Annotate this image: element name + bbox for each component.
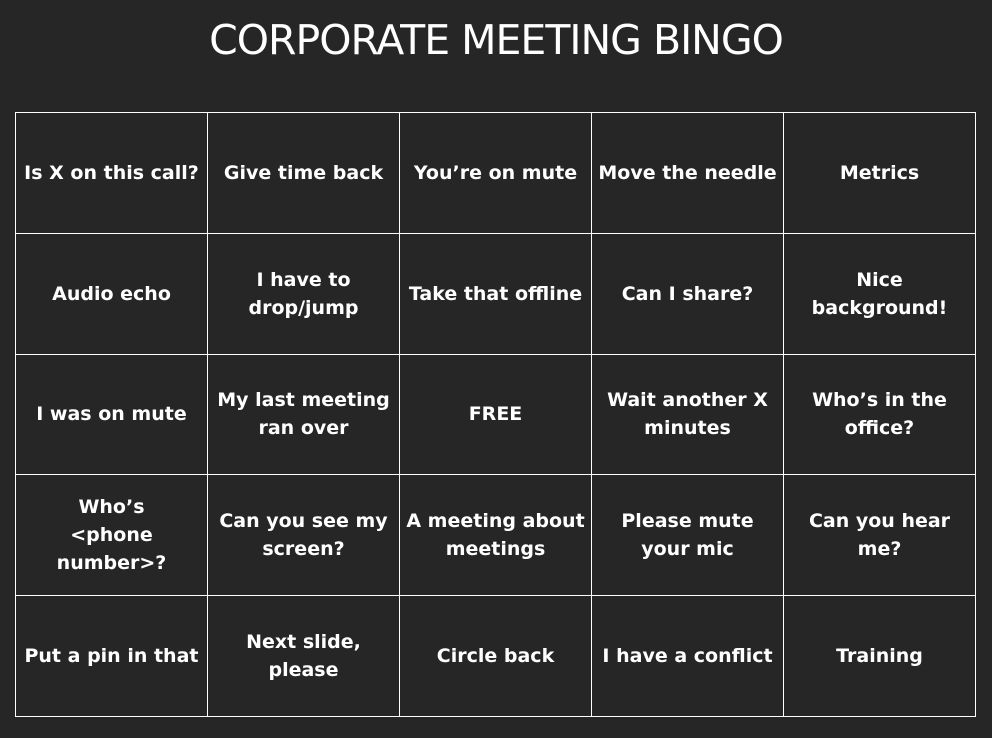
bingo-cell[interactable]: [208, 475, 400, 596]
bingo-cell-label: Move the needle: [598, 161, 777, 184]
bingo-cell-label: I have to drop/jump: [248, 268, 359, 319]
bingo-cell[interactable]: [400, 113, 592, 234]
bingo-cell-label: My last meeting ran over: [217, 389, 390, 440]
bingo-cell-label: I was on mute: [36, 403, 187, 426]
bingo-cell-label: Can you see my screen?: [219, 510, 388, 561]
bingo-cell[interactable]: [208, 234, 400, 355]
bingo-cell-label: Is X on this call?: [24, 161, 199, 184]
bingo-cell[interactable]: [16, 596, 208, 717]
bingo-cell[interactable]: [592, 234, 784, 355]
bingo-cell-label: Who’s in the office?: [812, 389, 947, 440]
bingo-cell[interactable]: [16, 475, 208, 596]
bingo-cell[interactable]: [16, 234, 208, 355]
bingo-cell[interactable]: [592, 596, 784, 717]
bingo-cell-label: Circle back: [436, 645, 555, 668]
bingo-cell-label: Wait another X minutes: [607, 389, 768, 440]
free-space-cell[interactable]: [400, 355, 592, 476]
bingo-cell-label: Please mute your mic: [621, 510, 754, 561]
bingo-cell-label: You’re on mute: [413, 161, 578, 184]
bingo-cell[interactable]: [784, 596, 976, 717]
bingo-cell[interactable]: [784, 475, 976, 596]
bingo-cell-label: A meeting about meetings: [406, 510, 585, 561]
page-title: CORPORATE MEETING BINGO: [209, 16, 783, 64]
bingo-cell[interactable]: [16, 113, 208, 234]
bingo-cell[interactable]: [400, 596, 592, 717]
bingo-cell[interactable]: [592, 355, 784, 476]
bingo-cell-label: Give time back: [223, 161, 384, 184]
bingo-cell-label: Who’s <phone number>?: [56, 496, 167, 575]
bingo-cell-label: Nice background!: [811, 268, 948, 319]
bingo-cell[interactable]: [784, 113, 976, 234]
bingo-cell-label: I have a conflict: [602, 645, 773, 668]
bingo-cell[interactable]: [16, 355, 208, 476]
bingo-cell[interactable]: [400, 475, 592, 596]
bingo-cell[interactable]: [784, 355, 976, 476]
bingo-cell[interactable]: [400, 234, 592, 355]
bingo-cell-label: Take that offline: [408, 282, 583, 305]
bingo-cell-label: Put a pin in that: [24, 645, 199, 668]
bingo-cell-label: Metrics: [839, 161, 920, 184]
bingo-cell[interactable]: [208, 596, 400, 717]
bingo-board: [15, 112, 976, 717]
bingo-cell[interactable]: [592, 113, 784, 234]
bingo-cell-label: Can I share?: [621, 282, 754, 305]
bingo-cell[interactable]: [208, 355, 400, 476]
bingo-cell[interactable]: [784, 234, 976, 355]
free-space-label: FREE: [468, 403, 523, 426]
bingo-cell-label: Training: [836, 645, 923, 668]
bingo-cell-label: Audio echo: [52, 282, 171, 305]
bingo-cell[interactable]: [208, 113, 400, 234]
bingo-cell[interactable]: [592, 475, 784, 596]
bingo-cell-label: Can you hear me?: [808, 510, 951, 561]
bingo-cell-label: Next slide, please: [246, 631, 361, 682]
